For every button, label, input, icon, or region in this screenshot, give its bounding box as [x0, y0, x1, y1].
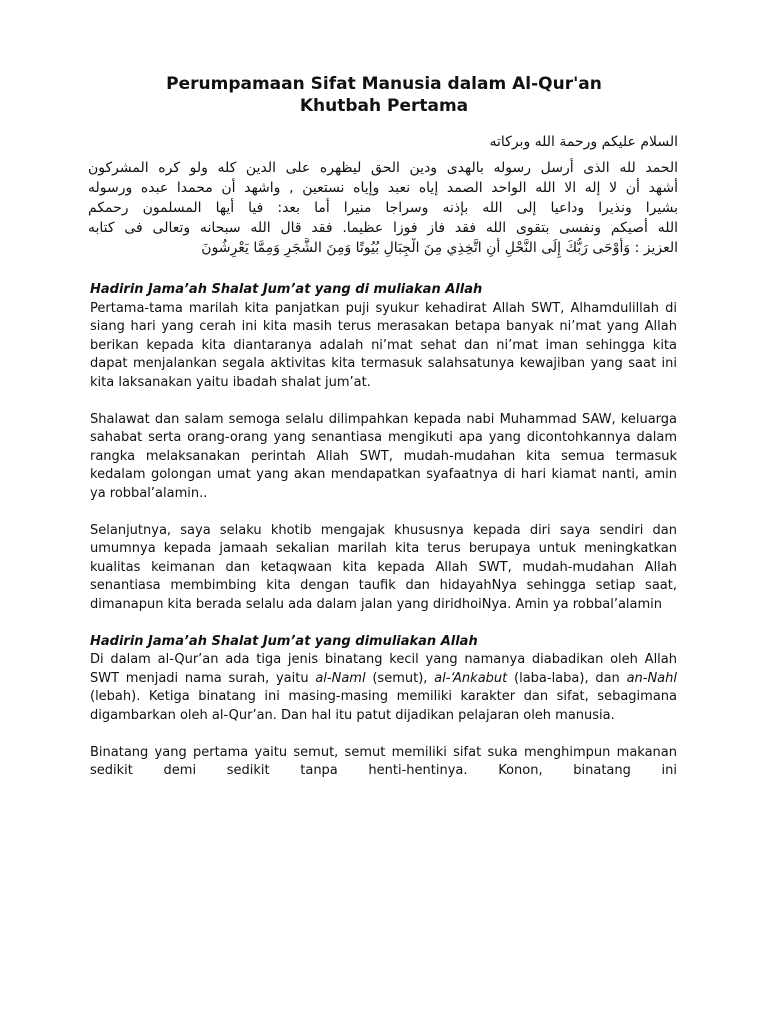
surah-name: an-Nahl	[626, 670, 678, 686]
document-title: Perumpamaan Sifat Manusia dalam Al-Qur'an	[166, 74, 602, 94]
paragraph: Binatang yang pertama yaitu semut, semut memiliki sifat suka menghimpun makanan sedikit demi sedikit tanpa henti-hentinya. Konon, binatang ini	[90, 744, 677, 778]
paragraph-text: (laba-laba), dan	[507, 670, 627, 686]
paragraph: Selanjutnya, saya selaku khotib mengajak khususnya kepada diri saya sendiri dan umumnya kepada jamaah sekalian marilah kita terus berupaya untuk meningkatkan kualitas keimanan dan ketaqwaan kita kepada Allah SWT, mudah-mudahan Allah senantiasa membimbing kita dengan taufik dan hidayahNya sehingga setiap saat, dimanapun kita berada selalu ada dalam jalan yang diridhoiNya. Amin ya robbal’alamin	[90, 522, 677, 612]
surah-name: al-Naml	[315, 670, 366, 686]
paragraph: Shalawat dan salam semoga selalu dilimpahkan kepada nabi Muhammad SAW, keluarga sahabat serta orang-orang yang senantiasa mengikuti apa yang dicontohkannya dalam rangka melaksanakan perintah Allah SWT, mudah-mudahan kita semua termasuk kedalam golongan umat yang akan mendapatkan syafaatnya di hari kiamat nanti, amin ya robbal’alamin..	[90, 411, 677, 501]
section-heading: Hadirin Jama’ah Shalat Jum’at yang di muliakan Allah	[90, 282, 483, 297]
arabic-line: بشيرا ونذيرا وداعيا إلى الله بإذنه وسراجا منيرا أما بعد: فيا أيها المسلمون رحمكم	[88, 200, 678, 216]
arabic-line: أشهد أن لا إله الا الله الواحد الصمد إياه نعبد وإياه نستعين , واشهد أن محمدا عبده ورسوله	[88, 180, 678, 196]
paragraph	[90, 651, 677, 725]
paragraph: Pertama-tama marilah kita panjatkan puji syukur kehadirat Allah SWT, Alhamdulillah di siang hari yang cerah ini kita masih terus merasakan betapa banyak ni’mat yang Allah berikan kepada kita diantaranya adalah ni’mat sehat dan ni’mat iman sehingga kita dapat menjalankan segala aktivitas kita termasuk salahsatunya kewajiban yang saat ini kita laksanakan yaitu ibadah shalat jum’at.	[90, 300, 677, 390]
document-subtitle: Khutbah Pertama	[299, 96, 469, 116]
paragraph-text: Di dalam al-Qur’an ada tiga jenis binatang kecil yang namanya diabadikan oleh Allah SWT menjadi nama surah, yaitu	[90, 652, 677, 686]
sermon-body	[90, 281, 677, 781]
arabic-line: الحمد لله الذى أرسل رسوله بالهدى ودين الحق ليظهره على الدين كله ولو كره المشركون	[88, 160, 678, 176]
arabic-line: العزيز : وَأَوْحَى رَبُّكَ إِلَى النَّحْلِ أَنِ اتَّخِذِي مِنَ الْجِبَالِ بُيُوتًا وَمِنَ الشَّجَرِ وَمِمَّا يَعْرِشُونَ	[201, 240, 678, 256]
arabic-line: الله أصيكم ونفسى بتقوى الله فقد فاز فوزا عظيما. فقد قال الله سبحانه وتعالى فى كتابه	[88, 220, 678, 236]
paragraph-text: (semut),	[365, 670, 435, 686]
arabic-greeting: السلام عليكم ورحمة الله وبركاته	[489, 134, 678, 150]
surah-name: al-‘Ankabut	[434, 670, 508, 686]
paragraph-text: (lebah). Ketiga binatang ini masing-masing memiliki karakter dan sifat, sebagimana digambarkan oleh al-Qur’an. Dan hal itu patut dijadikan pelajaran oleh manusia.	[90, 689, 677, 723]
section-heading: Hadirin Jama’ah Shalat Jum’at yang dimuliakan Allah	[90, 633, 478, 649]
arabic-opening	[88, 132, 678, 258]
